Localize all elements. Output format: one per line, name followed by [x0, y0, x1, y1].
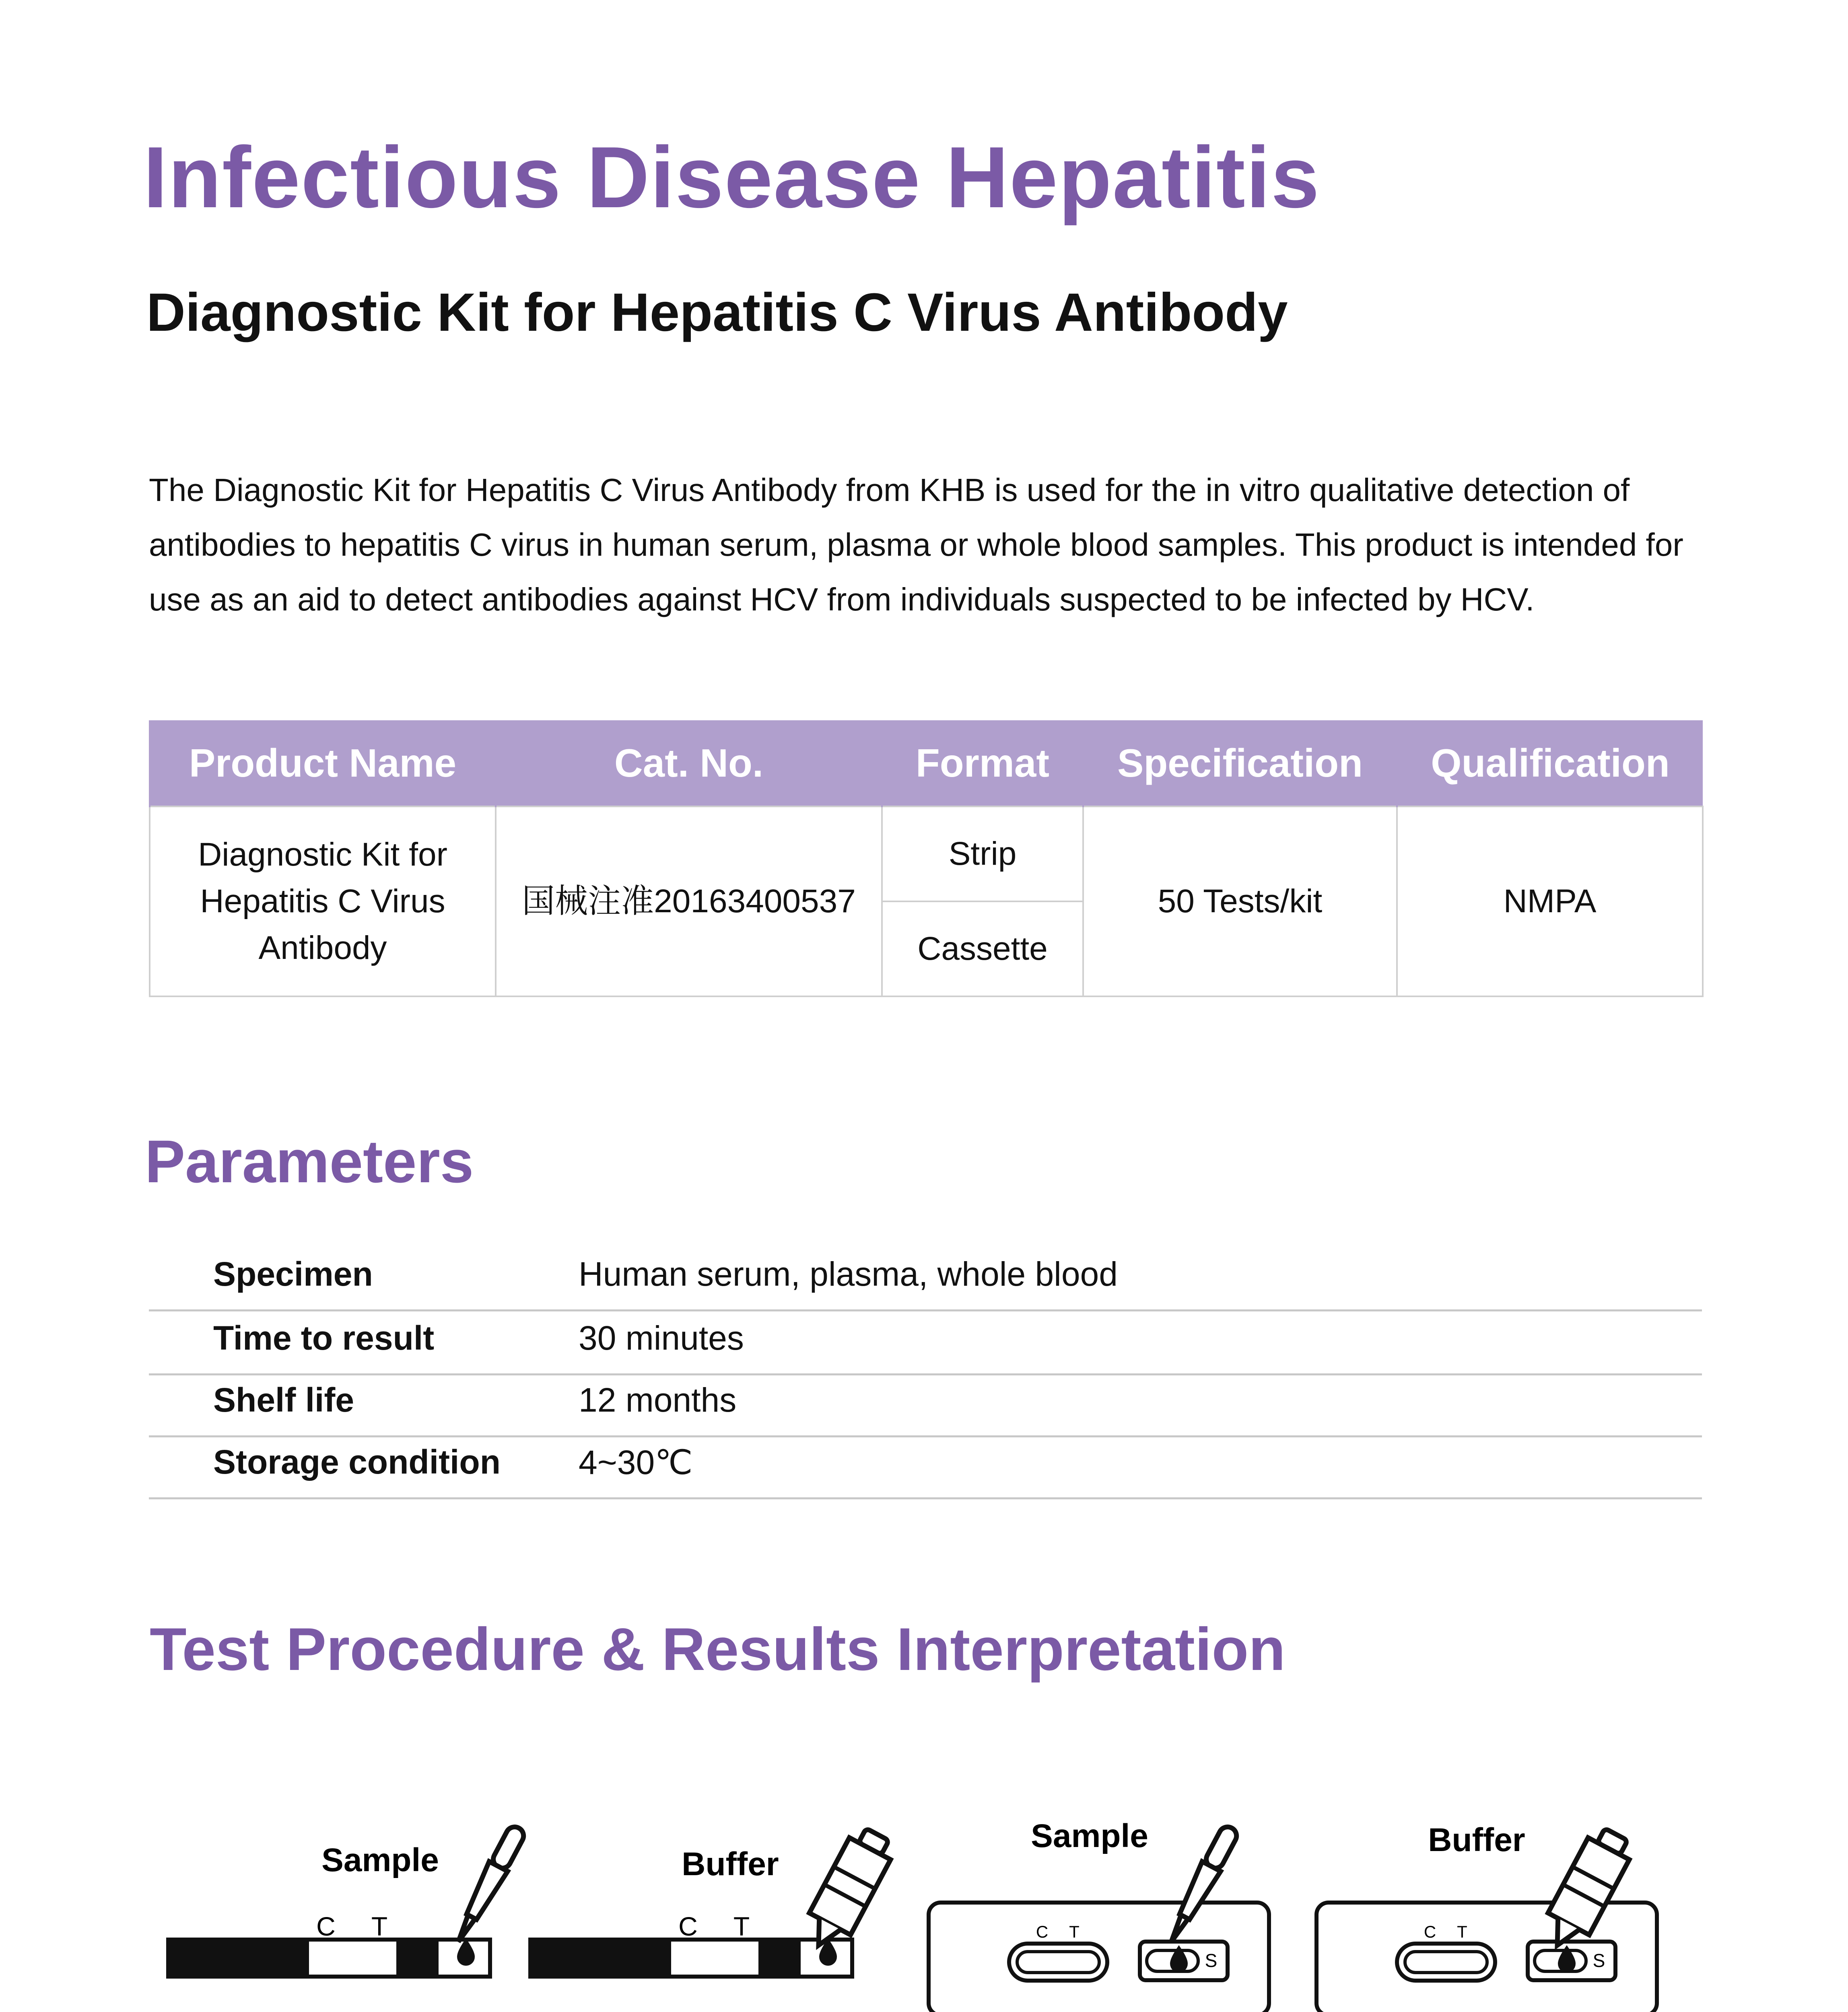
parameters-title: Parameters [145, 1128, 474, 1195]
param-label: Specimen [213, 1255, 373, 1293]
s-letter: S [1205, 1950, 1218, 1971]
c-letter: C [678, 1911, 698, 1941]
dropper-icon [449, 1823, 528, 1947]
c-letter: C [1424, 1922, 1436, 1941]
buffer-label: Buffer [1428, 1822, 1525, 1858]
cell-format-cassette: Cassette [882, 901, 1083, 996]
sample-label: Sample [321, 1842, 439, 1878]
sample-label: Sample [1031, 1818, 1148, 1854]
buffer-bottle-icon [798, 1823, 898, 1956]
buffer-label: Buffer [682, 1846, 779, 1882]
t-letter: T [371, 1911, 388, 1941]
t-letter: T [733, 1911, 750, 1941]
product-subtitle: Diagnostic Kit for Hepatitis C Virus Antibody [146, 282, 1288, 342]
test-strip-icon [530, 1938, 852, 1977]
page-title: Infectious Disease Hepatitis [143, 128, 1320, 226]
cell-cat-no: 国械注准20163400537 [496, 806, 882, 996]
header-specification: Specification [1083, 720, 1397, 806]
cell-format-strip: Strip [882, 806, 1083, 901]
intro-paragraph: The Diagnostic Kit for Hepatitis C Virus Antibody from KHB is used for the in vitro qualitative detection of antibodies to hepatitis C virus in human serum, plasma or whole blood samples. This product is intended for use as an aid to detect antibodies against HCV from individuals suspected to be infected by HCV. [149, 472, 1683, 617]
procedure-title: Test Procedure & Results Interpretation [150, 1615, 1286, 1683]
header-product-name: Product Name [150, 720, 496, 806]
cell-qualification: NMPA [1397, 806, 1703, 996]
param-label: Storage condition [213, 1443, 501, 1481]
cell-specification: 50 Tests/kit [1083, 806, 1397, 996]
t-letter: T [1069, 1922, 1080, 1941]
c-letter: C [316, 1911, 336, 1941]
test-cassette-icon [1316, 1903, 1657, 2012]
param-value: Human serum, plasma, whole blood [579, 1255, 1118, 1293]
param-label: Shelf life [213, 1381, 354, 1419]
test-cassette-icon [929, 1903, 1269, 2012]
cell-product-name: Diagnostic Kit for Hepatitis C Virus Antibody [150, 806, 496, 996]
param-value: 30 minutes [579, 1319, 744, 1357]
s-letter: S [1593, 1950, 1605, 1971]
param-value: 12 months [579, 1381, 737, 1419]
param-value: 4~30℃ [579, 1443, 693, 1481]
param-label: Time to result [213, 1319, 435, 1357]
c-letter: C [1036, 1922, 1049, 1941]
t-letter: T [1457, 1922, 1467, 1941]
header-format: Format [882, 720, 1083, 806]
header-qualification: Qualification [1397, 720, 1703, 806]
test-strip-icon [168, 1938, 490, 1977]
header-cat-no: Cat. No. [496, 720, 882, 806]
